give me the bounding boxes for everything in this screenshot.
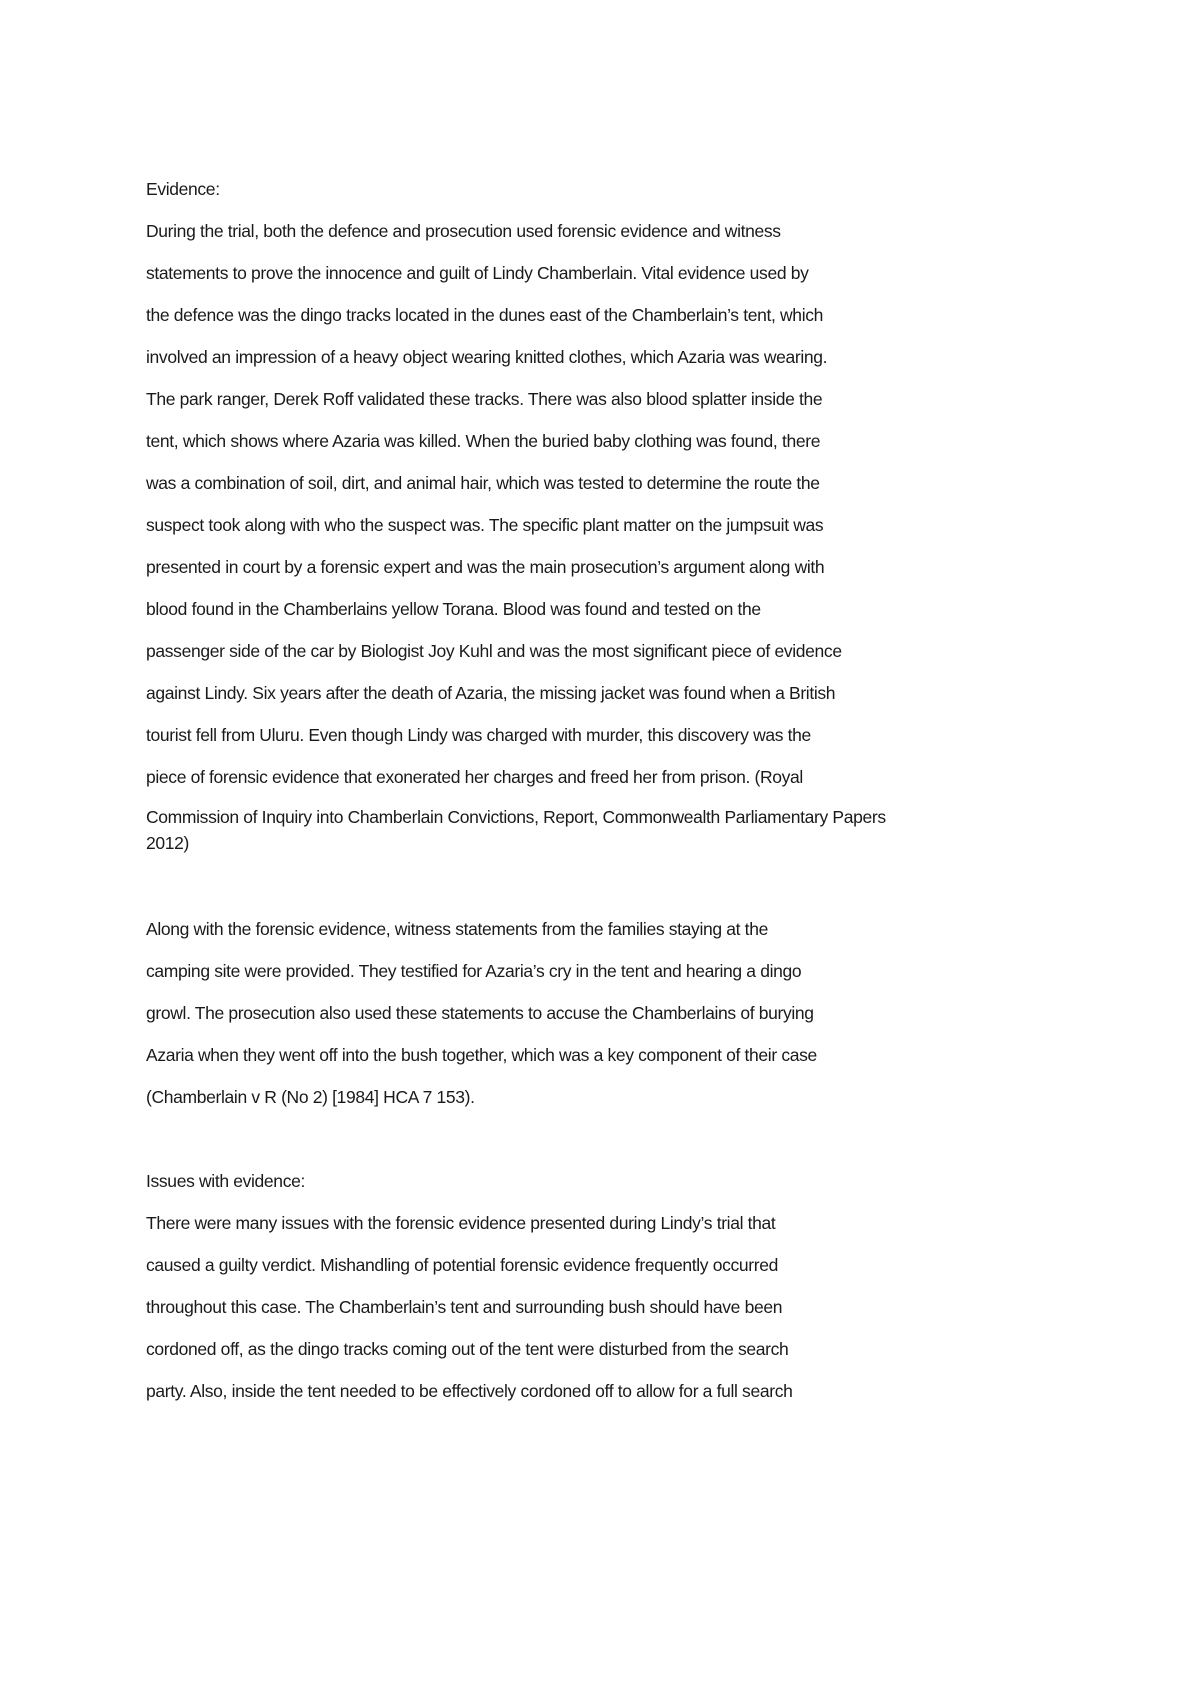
paragraph-line: the defence was the dingo tracks located in the dunes east of the Chamberlain’s tent, which xyxy=(146,305,824,325)
citation-line: Commission of Inquiry into Chamberlain Convictions, Report, Commonwealth Parliamentary Papers xyxy=(146,807,886,827)
paragraph-line: caused a guilty verdict. Mishandling of potential forensic evidence frequently occurred xyxy=(146,1255,779,1275)
paragraph-line: cordoned off, as the dingo tracks coming out of the tent were disturbed from the search xyxy=(146,1339,789,1359)
paragraph-line: presented in court by a forensic expert and was the main prosecution’s argument along with xyxy=(146,557,825,577)
citation-line: 2012) xyxy=(146,833,190,853)
citation-line: (Chamberlain v R (No 2) [1984] HCA 7 153). xyxy=(146,1087,475,1107)
paragraph-line: suspect took along with who the suspect was. The specific plant matter on the jumpsuit was xyxy=(146,515,824,535)
paragraph-line: Along with the forensic evidence, witness statements from the families staying at the xyxy=(146,919,768,939)
paragraph-line: throughout this case. The Chamberlain’s tent and surrounding bush should have been xyxy=(146,1297,783,1317)
paragraph-line: tourist fell from Uluru. Even though Lindy was charged with murder, this discovery was the xyxy=(146,725,811,745)
paragraph-line: The park ranger, Derek Roff validated these tracks. There was also blood splatter inside the xyxy=(146,389,823,409)
paragraph-line: tent, which shows where Azaria was killed. When the buried baby clothing was found, there xyxy=(146,431,821,451)
section-heading-evidence: Evidence: xyxy=(146,179,220,199)
paragraph-line: against Lindy. Six years after the death of Azaria, the missing jacket was found when a British xyxy=(146,683,836,703)
paragraph-line: statements to prove the innocence and guilt of Lindy Chamberlain. Vital evidence used by xyxy=(146,263,809,283)
paragraph-line: blood found in the Chamberlains yellow Torana. Blood was found and tested on the xyxy=(146,599,761,619)
paragraph-line: passenger side of the car by Biologist Joy Kuhl and was the most significant piece of evidence xyxy=(146,641,842,661)
paragraph-line: piece of forensic evidence that exonerated her charges and freed her from prison. (Royal xyxy=(146,767,803,787)
paragraph-line: camping site were provided. They testified for Azaria’s cry in the tent and hearing a dingo xyxy=(146,961,802,981)
section-heading-issues-with-evidence: Issues with evidence: xyxy=(146,1171,305,1191)
paragraph-line: During the trial, both the defence and prosecution used forensic evidence and witness xyxy=(146,221,781,241)
paragraph-line: involved an impression of a heavy object wearing knitted clothes, which Azaria was wearing. xyxy=(146,347,828,367)
paragraph-line: was a combination of soil, dirt, and animal hair, which was tested to determine the route the xyxy=(146,473,820,493)
paragraph-line: There were many issues with the forensic evidence presented during Lindy’s trial that xyxy=(146,1213,776,1233)
paragraph-line: growl. The prosecution also used these statements to accuse the Chamberlains of burying xyxy=(146,1003,814,1023)
paragraph-line: party. Also, inside the tent needed to be effectively cordoned off to allow for a full search xyxy=(146,1381,793,1401)
paragraph-line: Azaria when they went off into the bush together, which was a key component of their case xyxy=(146,1045,817,1065)
